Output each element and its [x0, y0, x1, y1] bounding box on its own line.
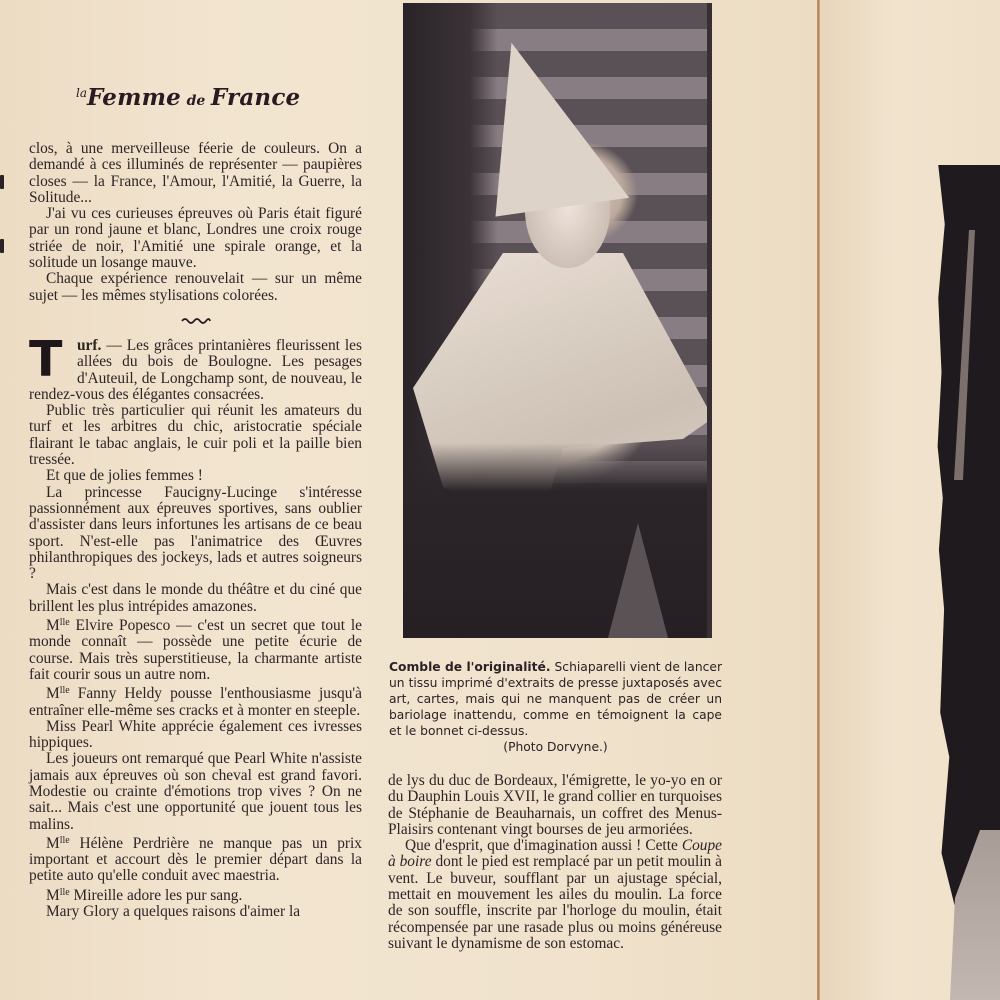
paragraph-heldy — [29, 683, 362, 719]
honorific: M — [46, 886, 60, 904]
left-text-column — [29, 141, 362, 920]
turf-section — [29, 330, 362, 403]
paragraph-popesco — [29, 615, 362, 683]
paragraph-mireille — [29, 885, 362, 904]
paragraph-text: Que d'esprit, que d'imagination aussi ! Cette — [405, 837, 682, 855]
paragraph: de lys du duc de Bordeaux, l'émigrette, le yo-yo en or du Dauphin Louis XVII, le grand collier en turquoises de Stéphanie de Beauharnais, un coffret des Menus-Plaisirs contenant vingt bourses de jeu armoriées. — [388, 772, 722, 838]
honorific: M — [46, 617, 60, 635]
margin-binding-marks — [0, 175, 5, 303]
honorific-superscript: lle — [59, 834, 70, 846]
photo-credit: (Photo Dorvyne.) — [503, 740, 608, 754]
honorific: M — [46, 685, 60, 703]
paragraph-perdriere — [29, 833, 362, 885]
paragraph-text: Mireille adore les pur sang. — [69, 886, 243, 904]
squiggle-ornament-icon — [181, 316, 211, 324]
paragraph: J'ai vu ces curieuses épreuves où Paris était figuré par un rond jaune et blanc, Londres une croix rouge striée de noir, l'Amitié une spirale orange, et la solitude un losange mauve. — [29, 205, 362, 272]
paragraph-text: dont le pied est remplacé par un petit moulin à vent. Le buveur, soufflant par un ajustage spécial, mettait en mouvement les ailes du moulin. La force de son souffle, inscrite par l'horloge du moulin, était récompensée par une rasade plus ou moins généreuse suivant le dynamisme de son estomac. — [388, 853, 722, 952]
caption-title: Comble de l'originalité. — [389, 660, 551, 674]
honorific-superscript: lle — [59, 886, 70, 898]
paragraph: Et que de jolies femmes ! — [46, 467, 203, 485]
photo-border — [707, 3, 712, 638]
paragraph-text: Elvire Popesco — c'est un secret que tout le monde connaît — possède une petite écurie de course. Mais très superstitieuse, la charmante artiste fait courir sous un autre nom. — [29, 617, 362, 683]
masthead-word-france: France — [210, 84, 301, 111]
lead-text: — Les grâces printanières fleurissent les allées du bois de Boulogne. Les pesages d'Auteuil, de Longchamp sont, de nouveau, le rendez-vous des élégantes consacrées. — [29, 336, 362, 403]
italic-title: Coupe à boire — [388, 837, 722, 871]
paragraph-coupe — [388, 838, 722, 952]
paragraph: Mais c'est dans le monde du théâtre et du ciné que brillent les plus intrépides amazones. — [29, 581, 362, 615]
paragraph: Public très particulier qui réunit les amateurs du turf et les arbitres du chic, aristocratie spéciale flairant le tabac anglais, le cuir poli et la paille bien tressée. — [29, 402, 362, 469]
honorific: M — [46, 834, 60, 852]
paragraph: Miss Pearl White apprécie également ces ivresses hippiques. — [29, 717, 362, 752]
masthead-prefix: la — [76, 86, 87, 100]
paragraph: clos, à une merveilleuse féerie de couleurs. On a demandé à ces illuminés de représenter — paupières closes — la France, l'Amour, l'Amitié, la Guerre, la Solitude... — [29, 140, 362, 206]
section-lead-word: urf. — [77, 336, 102, 354]
pointed-bonnet — [472, 29, 629, 216]
turf-lead-paragraph — [29, 330, 362, 403]
binding-mark — [0, 239, 4, 253]
honorific-superscript: lle — [59, 685, 70, 697]
paragraph: Chaque expérience renouvelait — sur un même sujet — les mêmes stylisations colorées. — [29, 270, 362, 304]
masthead-word-femme: Femme — [87, 84, 182, 111]
paragraph: Les joueurs ont remarqué que Pearl White n'assiste jamais aux épreuves où son cheval est grand favori. Modestie ou crainte d'émotions trop vives ? On ne sait... Mais c'est une opportunité que jouent tous les malins. — [29, 750, 362, 833]
middle-text-column — [388, 773, 722, 952]
masthead-connector: de — [186, 93, 206, 109]
binding-mark — [0, 175, 4, 189]
section-divider-squiggle — [29, 310, 362, 332]
photo-background-light — [608, 523, 668, 638]
caption-body: Schiaparelli vient de lancer un tissu imprimé d'extraits de presse juxtaposés avec art, cartes, mais qui ne manquent pas de créer un bariolage inattendu, comme en témoignent la cape et le bonnet ci-dessus. — [389, 660, 722, 738]
page-fold-line — [817, 0, 820, 1000]
paragraph-text: Hélène Perdrière ne manque pas un prix important et accourt dès le premier départ dans la petite auto qu'elle conduit avec maestria. — [29, 834, 362, 885]
dropcap-letter: T — [29, 330, 63, 388]
honorific-superscript: lle — [59, 617, 70, 629]
paragraph: La princesse Faucigny-Lucinge s'intéresse passionnément aux épreuves sportives, sans oublier d'assister dans leurs infortunes les artisans de ce beau sport. N'est-elle pas l'animatrice des Œuvres philanthropiques des jockeys, lads et autres soigneurs ? — [29, 483, 362, 583]
paragraph: Mary Glory a quelques raisons d'aimer la — [46, 903, 301, 921]
paragraph-text: Fanny Heldy pousse l'enthousiasme jusqu'à entraîner elle-même ses cracks et à monter en steeple. — [29, 685, 362, 719]
photo-caption — [389, 659, 722, 755]
magazine-masthead — [76, 84, 316, 111]
fashion-photo — [403, 3, 712, 638]
